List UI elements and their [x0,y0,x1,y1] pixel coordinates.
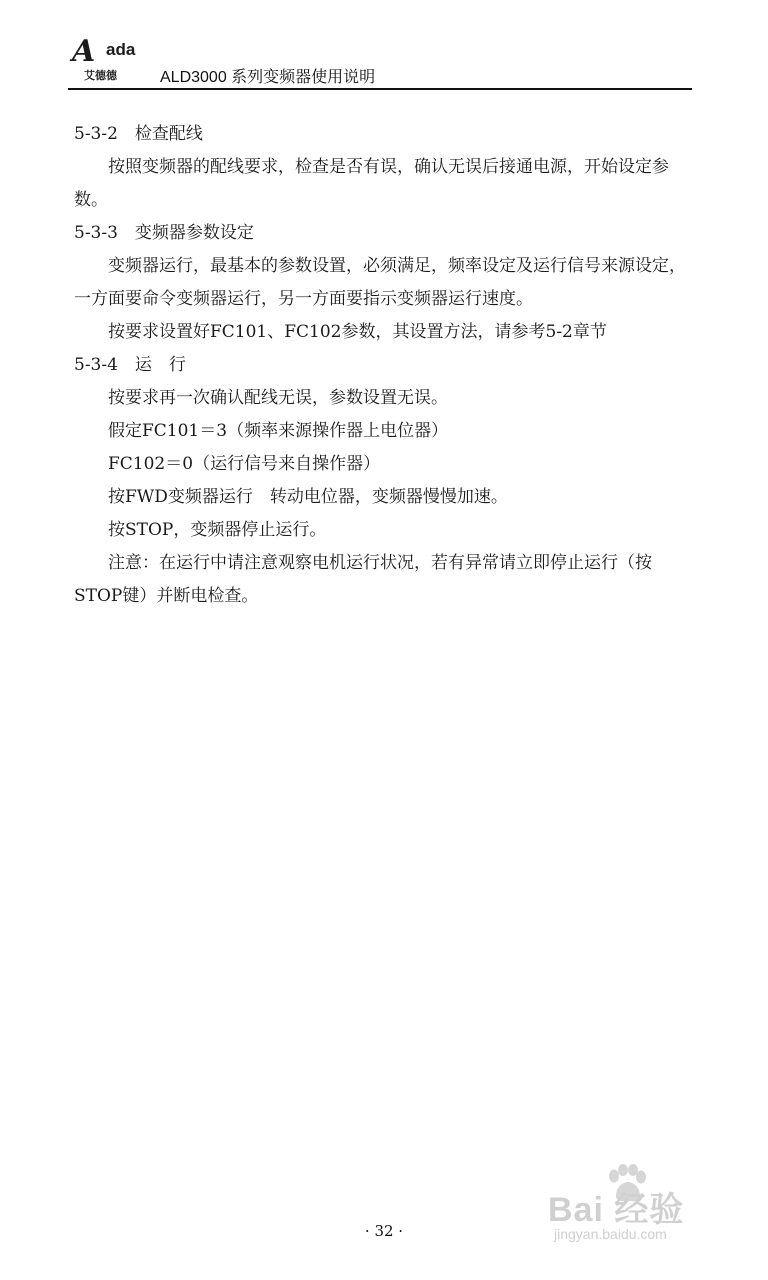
section-heading: 5-3-4 运 行 [74,355,186,375]
logo-word: ada [106,40,136,59]
note-paragraph: 注意：在运行中请注意观察电机运行状况，若有异常请立即停止运行（按STOP键）并断电检查。 [74,553,652,606]
paragraph: 变频器运行，最基本的参数设置，必须满足，频率设定及运行信号来源设定，一方面要命令变频器运行，另一方面要指示变频器运行速度。 [74,256,686,309]
paragraph: 按照变频器的配线要求，检查是否有误，确认无误后接通电源，开始设定参数。 [74,157,669,210]
watermark-brand: Bai 经验 [548,1191,685,1229]
step-line: 按FWD变频器运行 转动电位器，变频器慢慢加速。 [108,487,508,507]
paragraph: 按要求设置好FC101、FC102参数，其设置方法，请参考5-2章节 [108,322,607,342]
watermark-url: jingyan.baidu.com [554,1226,667,1242]
page-body [74,118,696,613]
step-line: 按要求再一次确认配线无误，参数设置无误。 [108,388,448,408]
section-heading: 5-3-2 检查配线 [74,124,203,144]
logo-script-letter: A [72,34,95,69]
step-line: 假定FC101＝3（频率来源操作器上电位器） [108,421,449,441]
step-line: FC102＝0（运行信号来自操作器） [108,454,381,474]
page-number: · 32 · [364,1222,404,1240]
ada-logo [68,34,158,86]
page-header [68,34,692,90]
section-heading: 5-3-3 变频器参数设定 [74,223,254,243]
logo-chinese-name: 艾德德 [84,69,117,82]
step-line: 按STOP，变频器停止运行。 [108,520,327,540]
header-divider [68,88,692,90]
document-title: ALD3000 系列变频器使用说明 [160,69,376,86]
